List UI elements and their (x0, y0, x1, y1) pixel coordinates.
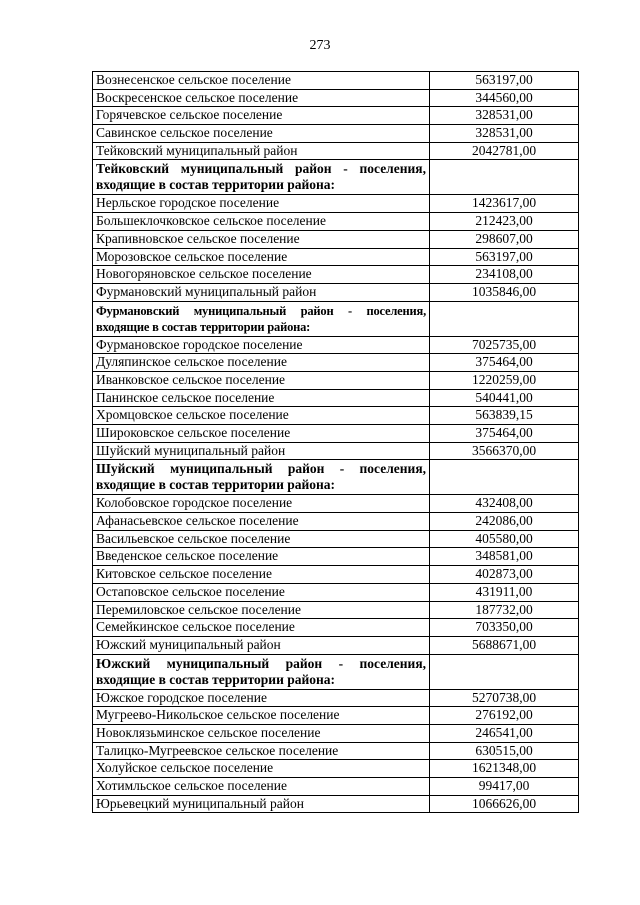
amount-cell: 630515,00 (430, 742, 579, 760)
table-row (93, 513, 579, 531)
territory-name-cell: Фурмановский муниципальный район (93, 283, 430, 301)
territory-name-cell: Васильевское сельское поселение (93, 530, 430, 548)
page-number: 273 (309, 38, 331, 53)
section-header-cell: Фурмановский муниципальный район - поселения, входящие в состав территории района: (93, 301, 430, 336)
amount-cell: 328531,00 (430, 107, 579, 125)
amount-cell (430, 160, 579, 195)
territory-name-cell: Мугреево-Никольское сельское поселение (93, 707, 430, 725)
amount-cell: 405580,00 (430, 530, 579, 548)
table-row (93, 566, 579, 584)
amount-cell: 1423617,00 (430, 195, 579, 213)
table-row (93, 195, 579, 213)
table-row (93, 107, 579, 125)
amount-cell: 563197,00 (430, 72, 579, 90)
amount-cell: 375464,00 (430, 354, 579, 372)
amount-cell: 187732,00 (430, 601, 579, 619)
territory-name-cell: Колобовское городское поселение (93, 495, 430, 513)
amount-cell: 375464,00 (430, 425, 579, 443)
amount-cell: 563839,15 (430, 407, 579, 425)
amount-cell: 246541,00 (430, 724, 579, 742)
amount-cell: 540441,00 (430, 389, 579, 407)
amount-cell: 1621348,00 (430, 760, 579, 778)
territory-name-cell: Юрьевецкий муниципальный район (93, 795, 430, 813)
table-row (93, 142, 579, 160)
table-row (93, 389, 579, 407)
amount-cell: 1035846,00 (430, 283, 579, 301)
table-row (93, 619, 579, 637)
amount-cell: 432408,00 (430, 495, 579, 513)
table-row (93, 530, 579, 548)
territory-name-cell: Новоклязьминское сельское поселение (93, 724, 430, 742)
section-header-cell: Тейковский муниципальный район - поселения, входящие в состав территории района: (93, 160, 430, 195)
amount-cell: 1220259,00 (430, 371, 579, 389)
table-row (93, 230, 579, 248)
table-section-header-row (93, 654, 579, 689)
amount-cell: 242086,00 (430, 513, 579, 531)
amount-cell: 5688671,00 (430, 636, 579, 654)
table-row (93, 336, 579, 354)
territory-name-cell: Шуйский муниципальный район (93, 442, 430, 460)
amount-cell: 234108,00 (430, 266, 579, 284)
table-body (93, 72, 579, 813)
territory-name-cell: Воскресенское сельское поселение (93, 89, 430, 107)
amount-cell (430, 460, 579, 495)
table-row (93, 548, 579, 566)
territory-name-cell: Южское городское поселение (93, 689, 430, 707)
table-row (93, 425, 579, 443)
amount-cell: 3566370,00 (430, 442, 579, 460)
table-row (93, 760, 579, 778)
table-row (93, 72, 579, 90)
amount-cell: 328531,00 (430, 125, 579, 143)
territory-name-cell: Нерльское городское поселение (93, 195, 430, 213)
table-row (93, 601, 579, 619)
section-header-cell: Шуйский муниципальный район - поселения, входящие в состав территории района: (93, 460, 430, 495)
amount-cell: 2042781,00 (430, 142, 579, 160)
territory-name-cell: Большеклочковское сельское поселение (93, 213, 430, 231)
section-header-cell: Южский муниципальный район - поселения, входящие в состав территории района: (93, 654, 430, 689)
table-row (93, 583, 579, 601)
table-row (93, 778, 579, 796)
amount-cell: 563197,00 (430, 248, 579, 266)
amount-cell: 7025735,00 (430, 336, 579, 354)
table-row (93, 724, 579, 742)
table-row (93, 442, 579, 460)
territory-name-cell: Холуйское сельское поселение (93, 760, 430, 778)
territory-name-cell: Новогоряновское сельское поселение (93, 266, 430, 284)
table-row (93, 248, 579, 266)
territory-name-cell: Иванковское сельское поселение (93, 371, 430, 389)
allocation-table (92, 71, 579, 813)
table-row (93, 125, 579, 143)
territory-name-cell: Китовское сельское поселение (93, 566, 430, 584)
table-row (93, 213, 579, 231)
amount-cell: 276192,00 (430, 707, 579, 725)
table-row (93, 742, 579, 760)
table-row (93, 689, 579, 707)
territory-name-cell: Афанасьевское сельское поселение (93, 513, 430, 531)
territory-name-cell: Фурмановское городское поселение (93, 336, 430, 354)
table-row (93, 707, 579, 725)
table-row (93, 495, 579, 513)
amount-cell: 5270738,00 (430, 689, 579, 707)
amount-cell: 348581,00 (430, 548, 579, 566)
table-row (93, 636, 579, 654)
territory-name-cell: Вознесенское сельское поселение (93, 72, 430, 90)
territory-name-cell: Савинское сельское поселение (93, 125, 430, 143)
territory-name-cell: Семейкинское сельское поселение (93, 619, 430, 637)
table-row (93, 89, 579, 107)
territory-name-cell: Широковское сельское поселение (93, 425, 430, 443)
amount-cell: 298607,00 (430, 230, 579, 248)
amount-cell (430, 301, 579, 336)
table-row (93, 266, 579, 284)
territory-name-cell: Перемиловское сельское поселение (93, 601, 430, 619)
territory-name-cell: Введенское сельское поселение (93, 548, 430, 566)
amount-cell: 344560,00 (430, 89, 579, 107)
table-row (93, 283, 579, 301)
amount-cell: 212423,00 (430, 213, 579, 231)
territory-name-cell: Дуляпинское сельское поселение (93, 354, 430, 372)
table-section-header-row (93, 160, 579, 195)
amount-cell: 703350,00 (430, 619, 579, 637)
table-row (93, 354, 579, 372)
table-section-header-row (93, 301, 579, 336)
table-row (93, 795, 579, 813)
territory-name-cell: Панинское сельское поселение (93, 389, 430, 407)
territory-name-cell: Остаповское сельское поселение (93, 583, 430, 601)
territory-name-cell: Хотимльское сельское поселение (93, 778, 430, 796)
table-row (93, 407, 579, 425)
territory-name-cell: Хромцовское сельское поселение (93, 407, 430, 425)
territory-name-cell: Горячевское сельское поселение (93, 107, 430, 125)
amount-cell: 1066626,00 (430, 795, 579, 813)
amount-cell: 431911,00 (430, 583, 579, 601)
territory-name-cell: Крапивновское сельское поселение (93, 230, 430, 248)
territory-name-cell: Тейковский муниципальный район (93, 142, 430, 160)
amount-cell (430, 654, 579, 689)
territory-name-cell: Морозовское сельское поселение (93, 248, 430, 266)
table-row (93, 371, 579, 389)
territory-name-cell: Талицко-Мугреевское сельское поселение (93, 742, 430, 760)
territory-name-cell: Южский муниципальный район (93, 636, 430, 654)
amount-cell: 402873,00 (430, 566, 579, 584)
table-section-header-row (93, 460, 579, 495)
amount-cell: 99417,00 (430, 778, 579, 796)
